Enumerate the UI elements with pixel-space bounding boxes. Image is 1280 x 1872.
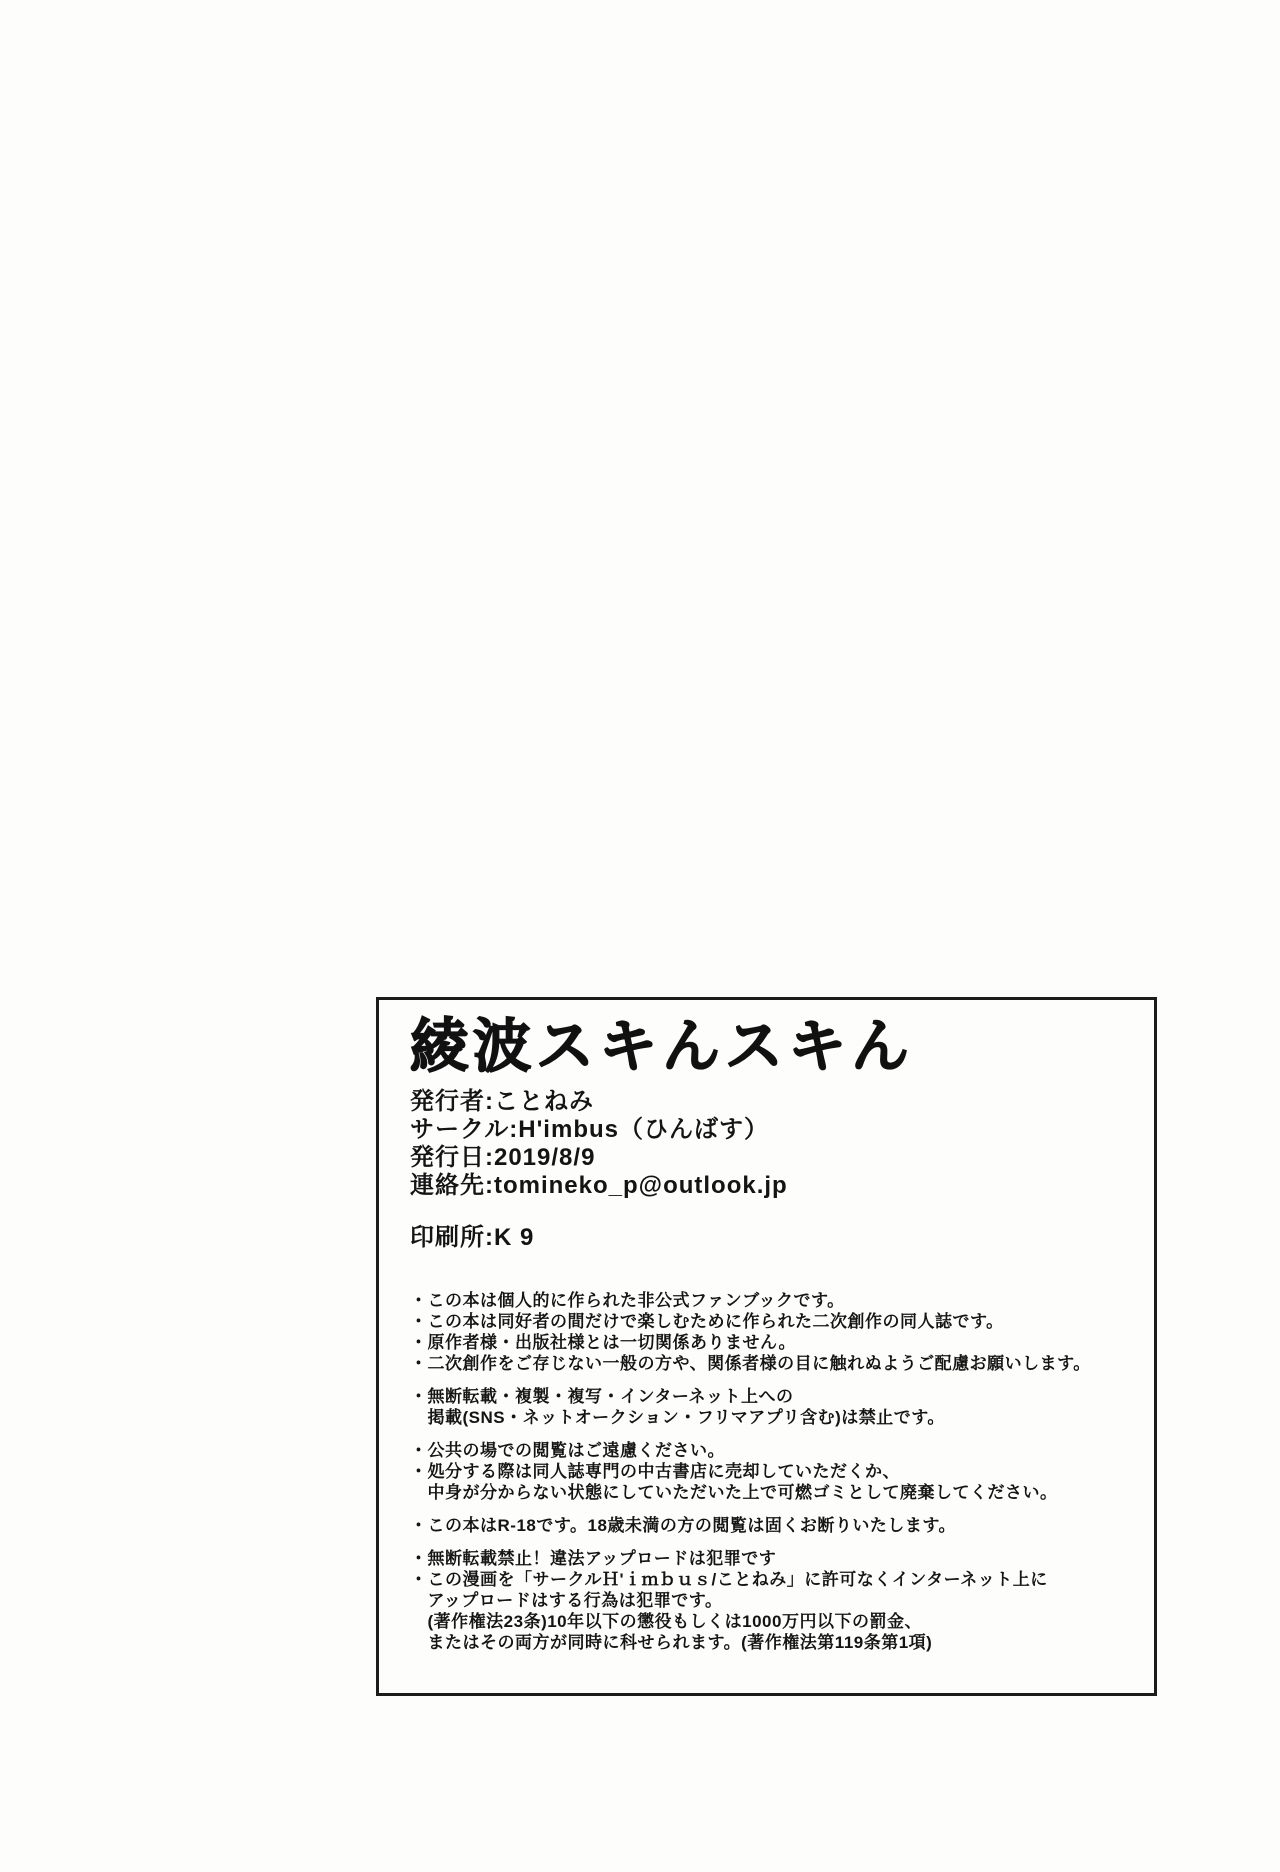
disclaimer-line: ・原作者様・出版社様とは一切関係ありません。 [410, 1333, 797, 1352]
disclaimer-line: またはその両方が同時に科せられます。(著作権法第119条第1項) [410, 1633, 933, 1652]
disclaimer-line: ・無断転載・複製・複写・インターネット上への [410, 1387, 794, 1406]
disclaimer-group-upload-warning [410, 1548, 1144, 1653]
disclaimer-line: ・この漫画を「サークルＨ'ｉｍｂｕｓ/ことねみ」に許可なくインターネット上に [410, 1570, 1048, 1589]
publish-date-line: 発行日:2019/8/9 [410, 1144, 596, 1171]
disclaimer-group-r18 [410, 1515, 1144, 1536]
disclaimer-line: ・この本はR-18です。18歳未満の方の閲覧は固くお断りいたします。 [410, 1516, 957, 1535]
disclaimer-group-unofficial [410, 1290, 1144, 1374]
printer-line: 印刷所:K 9 [410, 1224, 535, 1251]
publisher-info [410, 1088, 1144, 1200]
disclaimer-line: ・二次創作をご存じない一般の方や、関係者様の目に触れぬようご配慮お願いします。 [410, 1354, 1091, 1373]
colophon-box [376, 997, 1157, 1696]
disclaimer-line: ・公共の場での閲覧はご遠慮ください。 [410, 1441, 725, 1460]
disclaimer-line: ・処分する際は同人誌専門の中古書店に売却していただくか、 [410, 1462, 900, 1481]
disclaimer-section [410, 1290, 1144, 1653]
disclaimer-group-handling [410, 1440, 1144, 1503]
disclaimer-line: 掲載(SNS・ネットオークション・フリマアプリ含む)は禁止です。 [410, 1408, 945, 1427]
disclaimer-line: ・この本は同好者の間だけで楽しむために作られた二次創作の同人誌です。 [410, 1312, 1004, 1331]
doujin-title: 綾波スキんスキん [410, 1014, 915, 1079]
disclaimer-line: (著作権法23条)10年以下の懲役もしくは1000万円以下の罰金、 [410, 1612, 922, 1631]
disclaimer-line: アップロードはする行為は犯罪です。 [410, 1591, 723, 1610]
disclaimer-group-no-reproduction [410, 1386, 1144, 1428]
contact-email-line: 連絡先:tomineko_p@outlook.jp [410, 1172, 788, 1199]
publisher-line: 発行者:ことねみ [410, 1088, 594, 1115]
disclaimer-line: ・無断転載禁止！違法アップロードは犯罪です [410, 1549, 777, 1568]
disclaimer-line: 中身が分からない状態にしていただいた上で可燃ゴミとして廃棄してください。 [410, 1483, 1058, 1502]
disclaimer-line: ・この本は個人的に作られた非公式ファンブックです。 [410, 1291, 845, 1310]
circle-line: サークル:H'imbus（ひんばす） [410, 1116, 769, 1143]
